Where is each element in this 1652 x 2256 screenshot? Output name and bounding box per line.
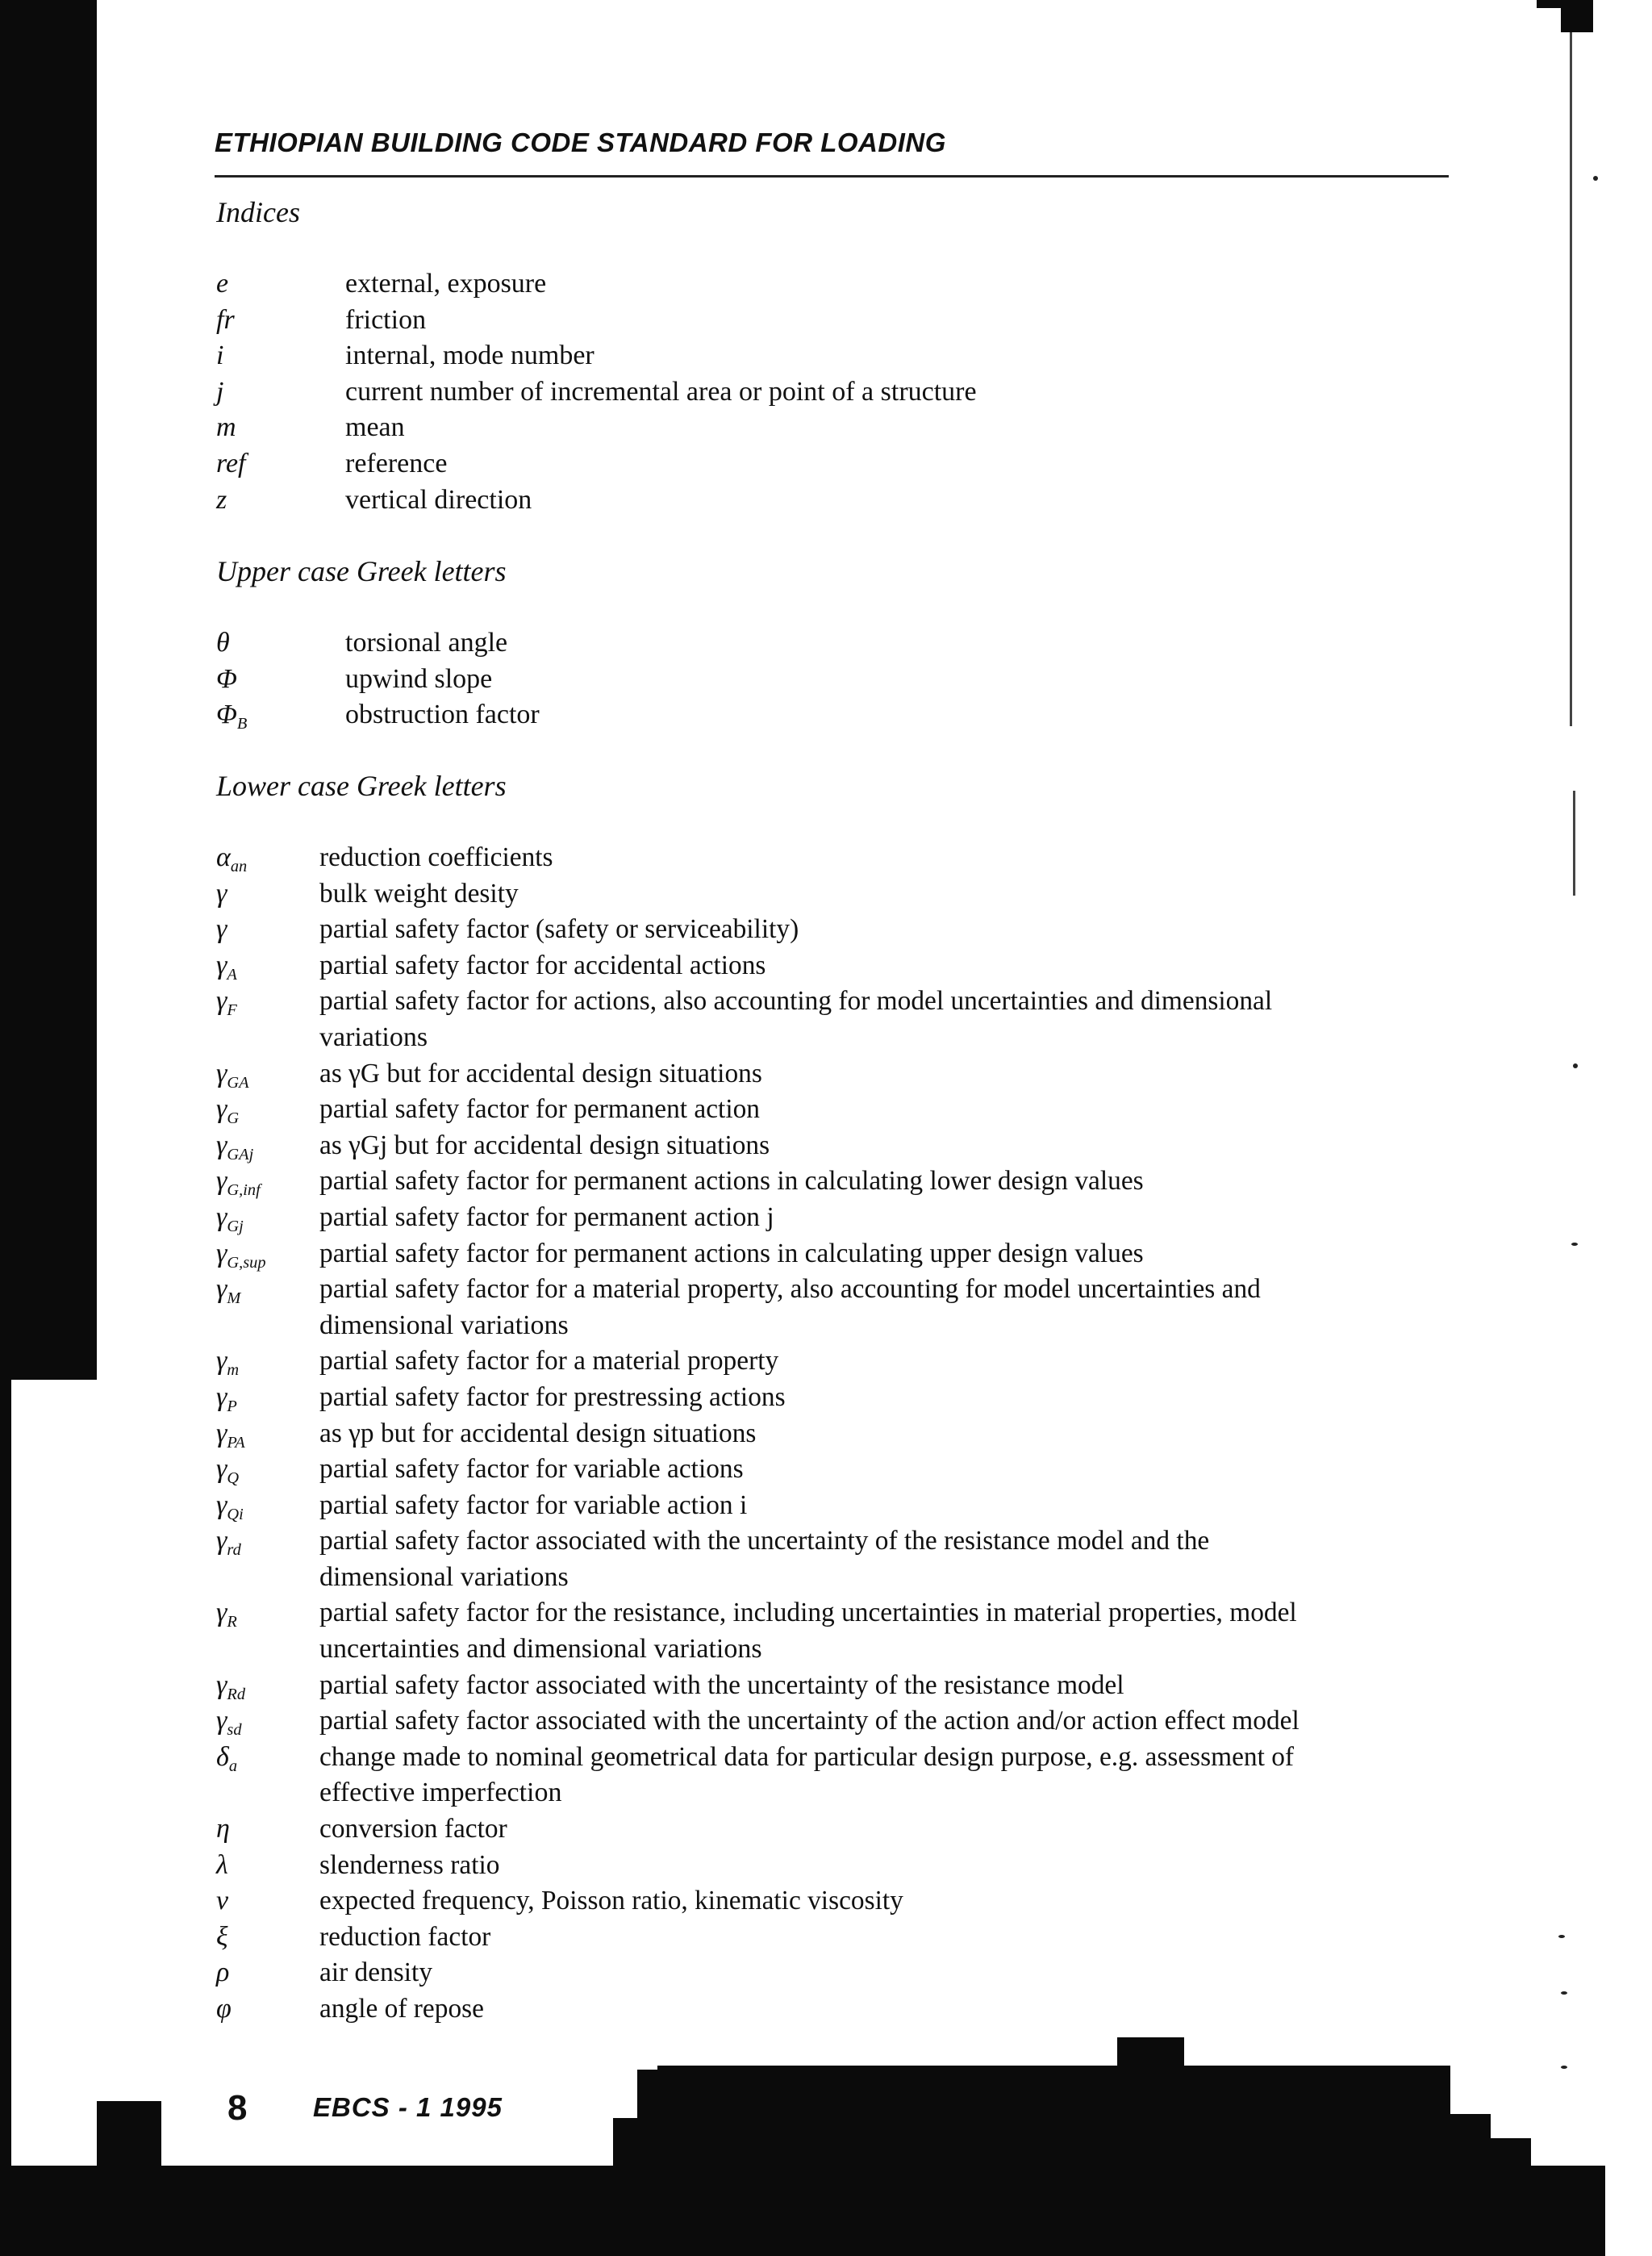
description-line: partial safety factor associated with the uncertainty of the action and/or action effect model xyxy=(319,1706,1299,1736)
section-title-upper-greek: Upper case Greek letters xyxy=(216,555,507,587)
symbol-description xyxy=(319,1740,1465,1811)
symbol-row xyxy=(216,625,1394,662)
symbol-row xyxy=(216,1668,1465,1704)
symbol-row xyxy=(216,1955,1465,1991)
symbol-base: ν xyxy=(216,1886,229,1916)
symbol-base: γ xyxy=(216,1094,227,1125)
symbol-base: z xyxy=(216,484,227,515)
symbol xyxy=(216,1488,319,1524)
symbol-base: η xyxy=(216,1814,230,1844)
symbol-description xyxy=(319,876,1465,913)
symbol-description xyxy=(319,984,1465,1055)
scan-bottom-step-3 xyxy=(657,2066,1117,2166)
description-continuation: dimensional variations xyxy=(319,1310,569,1340)
description-line: partial safety factor (safety or serviceability) xyxy=(319,914,799,945)
symbol-subscript: G,inf xyxy=(227,1181,261,1200)
symbol xyxy=(216,1523,319,1595)
scan-bottom-step-5 xyxy=(1184,2066,1450,2166)
symbol-description xyxy=(319,1200,1465,1236)
symbol xyxy=(216,1092,319,1128)
scan-speck xyxy=(1561,2066,1567,2069)
scan-bottom-step-6 xyxy=(1450,2114,1491,2166)
description-line: partial safety factor for variable action i xyxy=(319,1489,748,1520)
description-line: as γp but for accidental design situations xyxy=(319,1418,757,1448)
symbol-base: γ xyxy=(216,1454,227,1485)
description-continuation: effective imperfection xyxy=(319,1778,562,1808)
symbol xyxy=(216,1668,319,1704)
description-line: internal, mode number xyxy=(345,340,594,371)
symbol-description xyxy=(319,1128,1465,1164)
symbol-base: i xyxy=(216,340,224,371)
symbol xyxy=(216,1811,319,1848)
symbol-row xyxy=(216,876,1465,913)
symbol-subscript: R xyxy=(227,1613,237,1631)
symbol-base: m xyxy=(216,412,236,443)
symbol-description xyxy=(319,1452,1465,1488)
symbol xyxy=(216,1955,319,1991)
scan-left-tab-footer xyxy=(97,2101,161,2166)
symbol-base: ρ xyxy=(216,1957,230,1988)
symbol-description xyxy=(345,697,1394,733)
symbol-base: γ xyxy=(216,1201,227,1232)
symbol xyxy=(216,1380,319,1416)
description-line: external, exposure xyxy=(345,269,547,299)
symbol-description xyxy=(319,1920,1465,1956)
symbol xyxy=(216,840,319,876)
symbol-subscript: m xyxy=(227,1361,240,1380)
symbol xyxy=(216,1848,319,1884)
symbol-row xyxy=(216,1164,1465,1200)
symbol xyxy=(216,446,345,483)
symbol-subscript: a xyxy=(228,1757,238,1775)
symbol-description xyxy=(319,840,1465,876)
symbol-subscript: an xyxy=(230,858,248,876)
symbol-description xyxy=(345,483,1394,519)
description-line: reference xyxy=(345,448,448,478)
description-line: reduction coefficients xyxy=(319,842,553,872)
symbol-base: ref xyxy=(216,448,246,478)
symbol-subscript: Q xyxy=(227,1469,240,1488)
symbol-base: γ xyxy=(216,1418,227,1448)
symbol-row xyxy=(216,1811,1465,1848)
description-line: angle of repose xyxy=(319,1994,484,2024)
symbol-subscript: Qi xyxy=(227,1505,244,1523)
symbol xyxy=(216,1343,319,1380)
description-line: conversion factor xyxy=(319,1814,507,1844)
symbol-row xyxy=(216,948,1465,984)
section-title-lower-greek: Lower case Greek letters xyxy=(216,770,507,802)
description-line: partial safety factor for permanent action j xyxy=(319,1201,774,1232)
description-line: obstruction factor xyxy=(345,700,540,730)
symbol xyxy=(216,1236,319,1272)
symbol xyxy=(216,1883,319,1920)
symbol-description xyxy=(345,338,1394,374)
symbol-row xyxy=(216,1380,1465,1416)
symbol xyxy=(216,1416,319,1452)
symbol-row xyxy=(216,1920,1465,1956)
symbol-row xyxy=(216,1200,1465,1236)
page-number: 8 xyxy=(227,2088,248,2128)
symbol-row xyxy=(216,1740,1465,1811)
symbol-description xyxy=(319,1236,1465,1272)
symbol-subscript: Gj xyxy=(227,1218,244,1236)
symbol-row xyxy=(216,374,1394,411)
symbol-row xyxy=(216,697,1394,733)
symbol-row xyxy=(216,1452,1465,1488)
symbol-base: γ xyxy=(216,986,227,1017)
symbol xyxy=(216,948,319,984)
description-line: vertical direction xyxy=(345,484,532,515)
description-line: as γG but for accidental design situations xyxy=(319,1058,762,1088)
description-line: change made to nominal geometrical data for particular design purpose, e.g. assessment of xyxy=(319,1741,1295,1772)
symbol-row xyxy=(216,410,1394,446)
scan-bottom-step-7 xyxy=(1491,2138,1531,2166)
symbol-description xyxy=(345,446,1394,483)
description-line: partial safety factor for a material property, also accounting for model uncertainties and xyxy=(319,1274,1261,1305)
description-continuation: variations xyxy=(319,1021,428,1052)
symbol-base: γ xyxy=(216,1346,227,1377)
symbol-description xyxy=(319,1703,1465,1740)
symbol-base: λ xyxy=(216,1849,228,1880)
symbol xyxy=(216,266,345,303)
symbol-row xyxy=(216,266,1394,303)
symbol-row xyxy=(216,1595,1465,1667)
symbol-description xyxy=(319,1883,1465,1920)
description-line: partial safety factor associated with the uncertainty of the resistance model and the xyxy=(319,1526,1210,1556)
symbol xyxy=(216,697,345,733)
document-code: EBCS - 1 1995 xyxy=(313,2092,503,2122)
symbol-description xyxy=(345,410,1394,446)
symbol-description xyxy=(319,948,1465,984)
symbol xyxy=(216,1740,319,1811)
symbol-base: δ xyxy=(216,1741,229,1772)
symbol-subscript: Rd xyxy=(227,1685,246,1703)
symbol-base: γ xyxy=(216,1706,227,1736)
symbol-subscript: G xyxy=(227,1109,240,1128)
symbol xyxy=(216,1991,319,2028)
symbol-subscript: GA xyxy=(227,1073,249,1092)
symbol-description xyxy=(345,266,1394,303)
symbol xyxy=(216,338,345,374)
description-line: partial safety factor for a material property xyxy=(319,1346,779,1377)
symbol-row xyxy=(216,1991,1465,2028)
symbol-row xyxy=(216,662,1394,698)
description-line: current number of incremental area or point of a structure xyxy=(345,376,977,407)
symbol-base: α xyxy=(216,842,231,872)
symbol-row xyxy=(216,1848,1465,1884)
symbol-description xyxy=(319,1523,1465,1595)
scan-speck xyxy=(1561,1991,1567,1995)
symbol-base: ξ xyxy=(216,1921,228,1952)
symbol-subscript: GAj xyxy=(227,1145,254,1164)
scan-right-edge-top xyxy=(1561,0,1593,32)
symbol-description xyxy=(319,1056,1465,1092)
symbol-description xyxy=(345,625,1394,662)
symbol-row xyxy=(216,984,1465,1055)
symbol-row xyxy=(216,912,1465,948)
symbol-description xyxy=(319,1343,1465,1380)
symbol-description xyxy=(345,662,1394,698)
symbol-row xyxy=(216,1056,1465,1092)
symbol-row xyxy=(216,1883,1465,1920)
symbol-base: γ xyxy=(216,878,227,909)
symbol-description xyxy=(345,374,1394,411)
symbol-subscript: P xyxy=(227,1397,237,1416)
upper-greek-list xyxy=(216,625,1394,733)
scan-left-edge-bar-lower xyxy=(0,1380,11,2256)
symbol-base: fr xyxy=(216,304,235,335)
description-line: expected frequency, Poisson ratio, kinematic viscosity xyxy=(319,1886,903,1916)
scan-right-edge-line-2 xyxy=(1573,791,1575,896)
description-line: bulk weight desity xyxy=(319,878,519,909)
symbol xyxy=(216,303,345,339)
symbol-base: γ xyxy=(216,1381,227,1412)
scan-speck xyxy=(1558,1935,1565,1938)
symbol-base: γ xyxy=(216,1238,227,1268)
symbol-description xyxy=(319,1416,1465,1452)
description-line: as γGj but for accidental design situations xyxy=(319,1130,770,1160)
scan-speck xyxy=(1593,176,1598,181)
symbol-base: γ xyxy=(216,1166,227,1197)
description-line: friction xyxy=(345,304,427,335)
symbol-subscript: PA xyxy=(227,1433,245,1452)
description-line: partial safety factor for accidental actions xyxy=(319,950,766,980)
symbol-description xyxy=(319,1848,1465,1884)
symbol-base: γ xyxy=(216,914,227,945)
symbol-base: γ xyxy=(216,1669,227,1700)
description-line: reduction factor xyxy=(319,1921,491,1952)
symbol-subscript: G,sup xyxy=(227,1253,266,1272)
symbol-description xyxy=(319,1955,1465,1991)
symbol-row xyxy=(216,840,1465,876)
description-line: partial safety factor for variable actions xyxy=(319,1454,744,1485)
symbol-base: γ xyxy=(216,1130,227,1160)
symbol-row xyxy=(216,1343,1465,1380)
symbol xyxy=(216,1056,319,1092)
symbol-subscript: sd xyxy=(227,1721,242,1740)
symbol-base: Φ xyxy=(216,700,237,730)
symbol xyxy=(216,1595,319,1667)
symbol xyxy=(216,483,345,519)
description-line: partial safety factor for permanent action xyxy=(319,1094,761,1125)
symbol-row xyxy=(216,1128,1465,1164)
description-line: partial safety factor for prestressing actions xyxy=(319,1381,786,1412)
symbol-description xyxy=(319,1811,1465,1848)
symbol-row xyxy=(216,1703,1465,1740)
symbol-row xyxy=(216,1236,1465,1272)
section-title-indices: Indices xyxy=(216,196,300,228)
symbol-subscript: A xyxy=(227,965,237,984)
symbol xyxy=(216,410,345,446)
symbol-base: γ xyxy=(216,1274,227,1305)
scan-right-edge-line xyxy=(1570,32,1572,726)
symbol-base: φ xyxy=(216,1994,232,2024)
symbol-row xyxy=(216,1416,1465,1452)
symbol xyxy=(216,1452,319,1488)
description-continuation: dimensional variations xyxy=(319,1561,569,1592)
symbol-description xyxy=(319,1668,1465,1704)
description-line: upwind slope xyxy=(345,663,493,694)
symbol xyxy=(216,1272,319,1343)
symbol-base: γ xyxy=(216,950,227,980)
scan-bottom-bar xyxy=(0,2166,1605,2256)
symbol xyxy=(216,662,345,698)
scan-speck xyxy=(1573,1063,1578,1068)
symbol-row xyxy=(216,1272,1465,1343)
symbol-subscript: B xyxy=(236,715,248,733)
symbol-base: θ xyxy=(216,628,230,658)
header-rule xyxy=(215,175,1449,178)
description-line: partial safety factor for actions, also accounting for model uncertainties and dimensional xyxy=(319,986,1273,1017)
symbol xyxy=(216,912,319,948)
symbol-base: γ xyxy=(216,1598,227,1628)
symbol-row xyxy=(216,1523,1465,1595)
symbol-base: Φ xyxy=(216,663,237,694)
symbol-description xyxy=(319,1991,1465,2028)
symbol-base: e xyxy=(216,269,229,299)
description-line: air density xyxy=(319,1957,433,1988)
scan-left-edge-bar xyxy=(0,0,97,1380)
symbol-description xyxy=(319,1595,1465,1667)
symbol-description xyxy=(319,1488,1465,1524)
symbol-subscript: F xyxy=(227,1001,237,1020)
symbol-row xyxy=(216,446,1394,483)
symbol-row xyxy=(216,303,1394,339)
scan-bottom-step-4 xyxy=(1117,2037,1184,2166)
symbol-description xyxy=(319,912,1465,948)
symbol-description xyxy=(319,1092,1465,1128)
description-continuation: uncertainties and dimensional variations xyxy=(319,1634,762,1665)
symbol xyxy=(216,625,345,662)
symbol xyxy=(216,984,319,1055)
symbol xyxy=(216,876,319,913)
symbol-description xyxy=(319,1380,1465,1416)
symbol-base: γ xyxy=(216,1526,227,1556)
symbol xyxy=(216,374,345,411)
header-title: ETHIOPIAN BUILDING CODE STANDARD FOR LOADING xyxy=(215,127,946,157)
description-line: slenderness ratio xyxy=(319,1849,500,1880)
symbol-row xyxy=(216,338,1394,374)
description-line: mean xyxy=(345,412,405,443)
description-line: partial safety factor associated with the uncertainty of the resistance model xyxy=(319,1669,1124,1700)
description-line: partial safety factor for permanent actions in calculating upper design values xyxy=(319,1238,1144,1268)
description-line: partial safety factor for the resistance, including uncertainties in material properties, model xyxy=(319,1598,1297,1628)
symbol xyxy=(216,1128,319,1164)
symbol-row xyxy=(216,483,1394,519)
indices-list xyxy=(216,266,1394,518)
running-header xyxy=(215,127,1449,158)
symbol-base: γ xyxy=(216,1489,227,1520)
symbol-row xyxy=(216,1488,1465,1524)
symbol-base: j xyxy=(216,376,224,407)
symbol-description xyxy=(319,1164,1465,1200)
symbol-row xyxy=(216,1092,1465,1128)
description-line: partial safety factor for permanent actions in calculating lower design values xyxy=(319,1166,1144,1197)
symbol-description xyxy=(345,303,1394,339)
symbol xyxy=(216,1200,319,1236)
symbol-subscript: M xyxy=(227,1289,241,1308)
lower-greek-list xyxy=(216,840,1465,2028)
symbol-description xyxy=(319,1272,1465,1343)
symbol xyxy=(216,1703,319,1740)
symbol xyxy=(216,1164,319,1200)
symbol xyxy=(216,1920,319,1956)
symbol-base: γ xyxy=(216,1058,227,1088)
scan-speck xyxy=(1571,1243,1578,1246)
symbol-subscript: rd xyxy=(227,1541,241,1560)
description-line: torsional angle xyxy=(345,628,508,658)
